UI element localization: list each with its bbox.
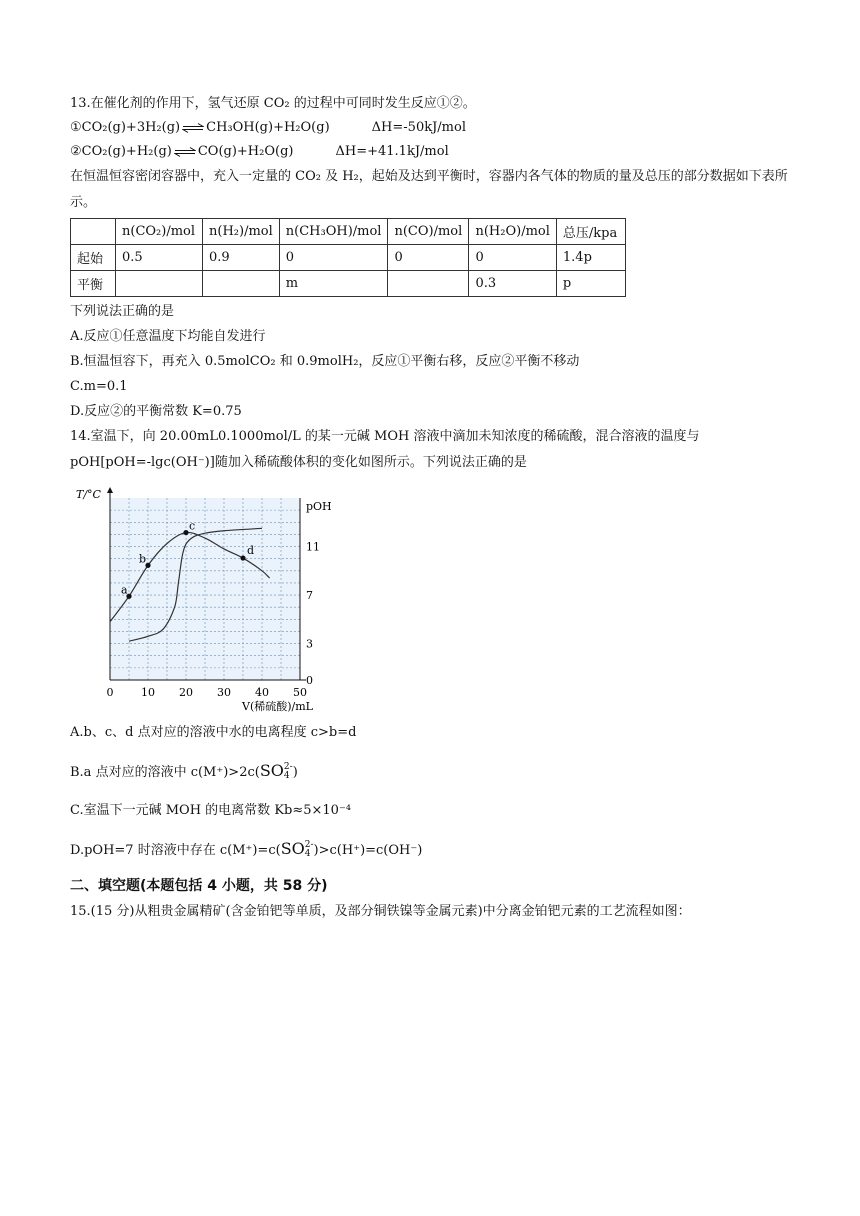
sulfate-subscript: 4 (304, 848, 311, 859)
x-tick-label: 0 (106, 686, 114, 699)
table-cell: 平衡 (71, 271, 116, 297)
option-b-text: B.a 点对应的溶液中 c(M⁺)>2c( (70, 765, 260, 780)
q14-line-2: pOH[pOH=-lgc(OH⁻)]随加入稀硫酸体积的变化如图所示。下列说法正确的是 (70, 455, 527, 470)
q13-option-b: B.恒温恒容下，再充入 0.5molCO₂ 和 0.9molH₂，反应①平衡右移，反应②平衡不移动 (70, 354, 580, 369)
table-cell: p (556, 271, 625, 297)
table-cell: 0.3 (469, 271, 556, 297)
q13-data-table (70, 218, 626, 297)
q14-options (70, 714, 800, 870)
titration-chart (74, 484, 344, 714)
q13-prompt: 下列说法正确的是 (70, 304, 175, 319)
point-label-c: c (189, 519, 196, 533)
x-tick-labels (107, 686, 308, 699)
table-header-cell: n(H₂)/mol (203, 219, 280, 245)
point-label-a: a (121, 583, 128, 597)
right-tick-label: 0 (306, 674, 313, 687)
section-2-title: 二、填空题(本题包括 4 小题，共 58 分) (70, 878, 328, 894)
q14-option-d (70, 830, 800, 870)
table-row (71, 245, 626, 271)
point-d (240, 555, 245, 560)
right-tick-labels (306, 541, 320, 687)
q13-options (70, 299, 800, 424)
q13-title: 13.在催化剂的作用下，氢气还原 CO₂ 的过程中可同时发生反应①②。 (70, 96, 476, 111)
q13-equation-2 (70, 140, 800, 164)
table-cell: 起始 (71, 245, 116, 271)
q13-description: 在恒温恒容密闭容器中，充入一定量的 CO₂ 及 H₂，起始及达到平衡时，容器内各气体的物质的量及总压的部分数据如下表所示。 (70, 169, 788, 210)
eq2-left: ②CO₂(g)+H₂(g) (70, 144, 172, 159)
sulfate-charge: 2- (283, 761, 293, 772)
point-c (183, 530, 188, 535)
q14-option-a: A.b、c、d 点对应的溶液中水的电离程度 c>b=d (70, 725, 357, 740)
table-cell (116, 271, 203, 297)
x-tick-label: 10 (141, 686, 155, 699)
q13-equation-1 (70, 116, 800, 140)
table-header-cell: n(CO₂)/mol (116, 219, 203, 245)
table-header-cell: n(H₂O)/mol (469, 219, 556, 245)
sulfate-charge: 2- (304, 839, 314, 850)
table-cell (203, 271, 280, 297)
table-cell: 0 (279, 245, 388, 271)
table-cell: 1.4p (556, 245, 625, 271)
right-tick-label: 11 (306, 540, 320, 554)
left-axis-label: T/°C (76, 488, 101, 501)
q13-option-c: C.m=0.1 (70, 379, 128, 394)
sulfate-formula (260, 761, 293, 780)
x-tick-label: 50 (293, 686, 307, 699)
x-tick-label: 20 (179, 686, 193, 699)
x-tick-label: 30 (217, 686, 231, 699)
x-tick-label: 40 (255, 686, 269, 699)
sulfate-base: SO (259, 761, 284, 780)
eq1-right: CH₃OH(g)+H₂O(g) (206, 120, 330, 135)
table-cell: 0 (469, 245, 556, 271)
eq2-enthalpy: ΔH=+41.1kJ/mol (335, 144, 449, 159)
table-header-cell: n(CH₃OH)/mol (279, 219, 388, 245)
eq1-enthalpy: ΔH=-50kJ/mol (371, 120, 466, 135)
table-header-cell: 总压/kpa (556, 219, 625, 245)
x-axis-label: V(稀硫酸)/mL (242, 700, 313, 713)
sulfate-base: SO (280, 839, 305, 858)
right-tick-label: 7 (306, 589, 313, 603)
equilibrium-arrow-icon (182, 123, 204, 133)
exam-page (70, 92, 800, 924)
plot-background (110, 498, 300, 680)
sulfate-formula (281, 839, 314, 858)
option-d-end: )>c(H⁺)=c(OH⁻) (313, 843, 423, 858)
right-tick-label: 3 (306, 637, 313, 651)
table-cell (388, 271, 469, 297)
q14-option-b (70, 752, 800, 792)
option-b-end: ) (292, 765, 298, 780)
table-cell: 0.9 (203, 245, 280, 271)
q14-line-1: 14.室温下，向 20.00mL0.1000mol/L 的某一元碱 MOH 溶液中滴加未知浓度的稀硫酸，混合溶液的温度与 (70, 429, 700, 444)
point-label-b: b (139, 552, 147, 566)
sulfate-subscript: 4 (283, 770, 290, 781)
q14-chart (74, 484, 344, 714)
eq2-right: CO(g)+H₂O(g) (197, 144, 294, 159)
q13-option-d: D.反应②的平衡常数 K=0.75 (70, 404, 242, 419)
table-header-row (71, 219, 626, 245)
q14-option-c: C.室温下一元碱 MOH 的电离常数 Kb≈5×10⁻⁴ (70, 803, 352, 818)
eq1-left: ①CO₂(g)+3H₂(g) (70, 120, 181, 135)
equilibrium-arrow-icon (174, 147, 196, 157)
table-cell: 0.5 (116, 245, 203, 271)
table-cell: 0 (388, 245, 469, 271)
point-b (145, 563, 150, 568)
table-row (71, 271, 626, 297)
q15-text: 15.(15 分)从粗贵金属精矿(含金铂钯等单质，及部分铜铁镍等金属元素)中分离金铂钯元素的工艺流程如图： (70, 904, 691, 919)
table-header-cell: n(CO)/mol (388, 219, 469, 245)
q13-option-a: A.反应①任意温度下均能自发进行 (70, 329, 266, 344)
point-label-d: d (247, 544, 255, 558)
option-d-text: D.pOH=7 时溶液中存在 c(M⁺)=c( (70, 843, 281, 858)
table-cell: m (279, 271, 388, 297)
right-axis-label: pOH (306, 500, 332, 513)
table-header-cell (71, 219, 116, 245)
